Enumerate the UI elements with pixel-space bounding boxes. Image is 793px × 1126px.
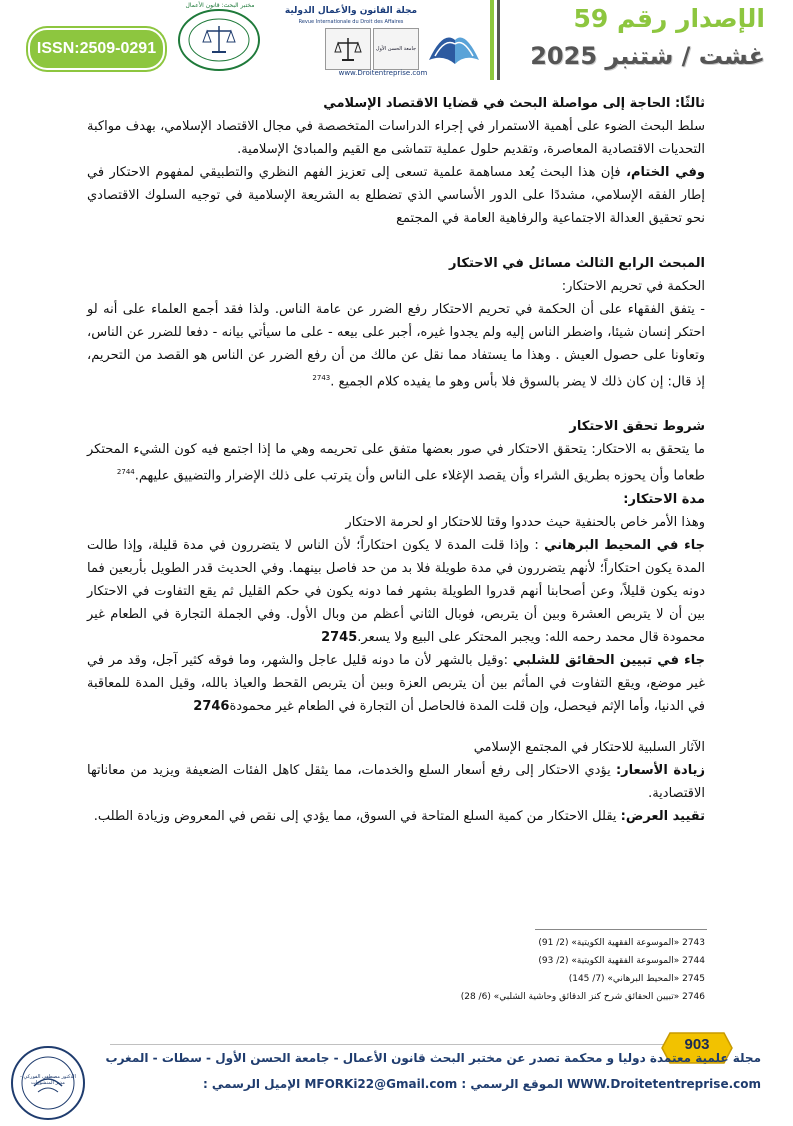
tabyin-lead: جاء في تبيين الحقائق للشلبي <box>512 652 705 668</box>
scale-icon <box>333 34 363 64</box>
issue-date: غشت / شتنبر 2025 <box>530 42 765 70</box>
wisdom-paragraph <box>87 298 705 393</box>
journal-website: www.Droitentreprise.com <box>338 69 428 77</box>
justice-scale-logo-icon <box>325 28 371 70</box>
issue-label: الإصدار رقم 59 <box>573 4 765 33</box>
university-logo <box>373 28 419 70</box>
muhit-paragraph <box>87 534 705 649</box>
negative-effect-1-lead: زيادة الأسعار: <box>615 762 705 778</box>
muhit-text: : وإذا قلت المدة لا يكون احتكاراً؛ لأن الناس لا يتضررون في مدة قليلة، وإذا طالت المدة يكون احتكاراً؛ لأنهم يتضررون في مدة طويلة فلا بد من حد فاصل بينهما. وفي الحديث قدر الطويل بأربعين فما دونه يكون قليلاً، وعن أصحابنا أنهم قدروا الطويلة بشهر فما دونه يكون في حكم القليل ثم يقع التفاوت في الاحتكار بين أن لا يتربص العشرة وبين أن يتربص، فوبال الثاني أعظم من وبال الأول. وفي الجملة التجارة في الطعام غير محمودة قال محمد رحمه الله: ويجبر المحتكر على البيع ولا يسعر. <box>87 537 705 645</box>
footer-journal-description: مجلة علمية معتمدة دوليا و محكمة تصدر عن مختبر البحث قانون الأعمال - جامعة الحسن الأول - سطات - المغرب <box>105 1051 761 1065</box>
footnote-ref-2744[interactable]: 2744 <box>116 468 135 477</box>
journal-subtitle: Revue Internationale du Droit des Affaires <box>298 19 404 25</box>
section-3-title: ثالثًا: الحاجة إلى مواصلة البحث في قضايا الاقتصاد الإسلامي <box>323 96 705 111</box>
research-lab-logo-icon <box>176 8 262 72</box>
research-lab-logo-text: مختبر البحث: قانون الأعمال <box>185 2 255 9</box>
article-body <box>87 92 705 828</box>
book-logo-icon <box>425 20 483 70</box>
journal-logo-block <box>283 6 483 77</box>
journal-name: مجلة القانون والأعمال الدولية <box>284 6 418 16</box>
duration-paragraph: وهذا الأمر خاص بالحنفية حيث حددوا وقتا للاحتكار او لحرمة الاحتكار <box>345 514 705 530</box>
conclusion-lead: وفي الختام، <box>626 165 705 180</box>
header-divider-dark <box>497 0 500 80</box>
conclusion-text: فإن هذا البحث يُعد مساهمة علمية تسعى إلى تعزيز الفهم النظري والتطبيقي لمفهوم الاحتكار في إطار الفقه الإسلامي، مشددًا على الدور الأساسي الذي تضطلع به الشريعة الإسلامية في توجيه السلوك الاقتصادي نحو تحقيق العدالة الاجتماعية والرفاهية العامة في المجتمع <box>87 165 705 226</box>
footer-rule <box>110 1044 670 1045</box>
seal-text: الدكتور مصطفى الفوركي - مدير المنشورات <box>20 1074 76 1086</box>
negative-effect-2-text: يقلل الاحتكار من كمية السلع المتاحة في السوق، مما يؤدي إلى نقص في المعروض وزيادة الطلب. <box>93 808 621 824</box>
negative-effects-title: الآثار السلبية للاحتكار في المجتمع الإسلامي <box>473 739 705 755</box>
footer-contact: WWW.Droitetentreprise.com الموقع الرسمي : MFORKi22@Gmail.com الإميل الرسمي : <box>202 1077 761 1091</box>
footnote-ref-2745[interactable]: 2745 <box>321 629 358 645</box>
tabyin-paragraph <box>87 649 705 718</box>
footnote-2744: 2744 «الموسوعة الفقهية الكويتية» (2/ 93) <box>538 956 705 966</box>
footnote-2745: 2745 «المحيط البرهاني» (7/ 145) <box>568 974 705 984</box>
header-divider-green <box>490 0 494 80</box>
footnote-ref-2746[interactable]: 2746 <box>193 698 230 714</box>
footnotes <box>405 934 705 1006</box>
footnote-ref-2743[interactable]: 2743 <box>312 374 331 382</box>
footnote-2746: 2746 «تبيين الحقائق شرح كنز الدقائق وحاشية الشلبي» (6/ 28) <box>460 992 705 1002</box>
chapter-4-title: المبحث الرابع الثالث مسائل في الاحتكار <box>449 256 705 271</box>
wisdom-title: الحكمة في تحريم الاحتكار: <box>561 279 705 294</box>
muhit-lead: جاء في المحيط البرهاني <box>544 537 705 553</box>
conditions-text: ما يتحقق به الاحتكار: يتحقق الاحتكار في صور بعضها متفق على تحريمه وهي ما إذا اجتمع فيه كون الشيء المحتكر طعاما وأن يحوزه بطريق الشراء وأن يقصد الإغلاء على الناس وأن يترتب على ذلك الإضرار والتضييق عليهم. <box>87 442 705 484</box>
university-logo-text: جامعة الحسن الأول <box>375 46 417 52</box>
conditions-title: شروط تحقق الاحتكار <box>569 419 705 435</box>
negative-effect-2-lead: تقييد العرض: <box>620 808 705 824</box>
footnote-separator <box>535 929 707 930</box>
wisdom-text: - يتفق الفقهاء على أن الحكمة في تحريم الاحتكار رفع الضرر عن عامة الناس. ولذا فقد أجمع العلماء على أنه لو احتكر إنسان شيئا، واضطر الناس إليه ولم يجدوا غيره، أجبر على بيعه - على ما سيأتي بيانه - دفعا للضرر عن الناس، وتعاونا على حصول العيش . وهذا ما يستفاد مما نقل عن مالك من أن رفع الضرر عن الناس هو القصد من التحريم، إذ قال: إن كان ذلك لا يضر بالسوق فلا بأس وهو ما يفيده كلام الجميع . <box>87 302 705 390</box>
footnote-2743: 2743 «الموسوعة الفقهية الكويتية» (2/ 91) <box>538 938 705 948</box>
director-seal-icon <box>8 1044 88 1122</box>
section-3-paragraph-1: سلط البحث الضوء على أهمية الاستمرار في إجراء الدراسات المتخصصة في مجال الاقتصاد الإسلامي، بهدف مواكبة التحديات الاقتصادية المعاصرة، وتقديم حلول عملية تتماشى مع القيم والمبادئ الإسلامية. <box>87 119 705 157</box>
section-3-paragraph-2 <box>87 161 705 230</box>
conditions-paragraph <box>87 438 705 487</box>
page-number: 903 <box>684 1036 710 1053</box>
tabyin-text: :وقيل بالشهر لأن ما دونه قليل عاجل والشهر، وما فوقه كثير آجل، وقد مر في غير موضع، ويقع التفاوت في المأثم بين أن يتربص العزة وبين أن يتربص القحط والعياذ بالله، وقيل المدة للمعاقبة في الدنيا، وأما الإثم فيحصل، وإن قلت المدة فالحاصل أن التجارة في الطعام غير محمودة <box>87 652 705 714</box>
negative-effect-1 <box>87 759 705 805</box>
issn-badge: ISSN:2509-0291 <box>28 28 165 70</box>
duration-title: مدة الاحتكار: <box>623 491 705 507</box>
negative-effect-2 <box>87 805 705 828</box>
negative-effect-1-text: يؤدي الاحتكار إلى رفع أسعار السلع والخدمات، مما يثقل كاهل الفئات الضعيفة ويزيد من معاناتها الاقتصادية. <box>87 762 705 801</box>
